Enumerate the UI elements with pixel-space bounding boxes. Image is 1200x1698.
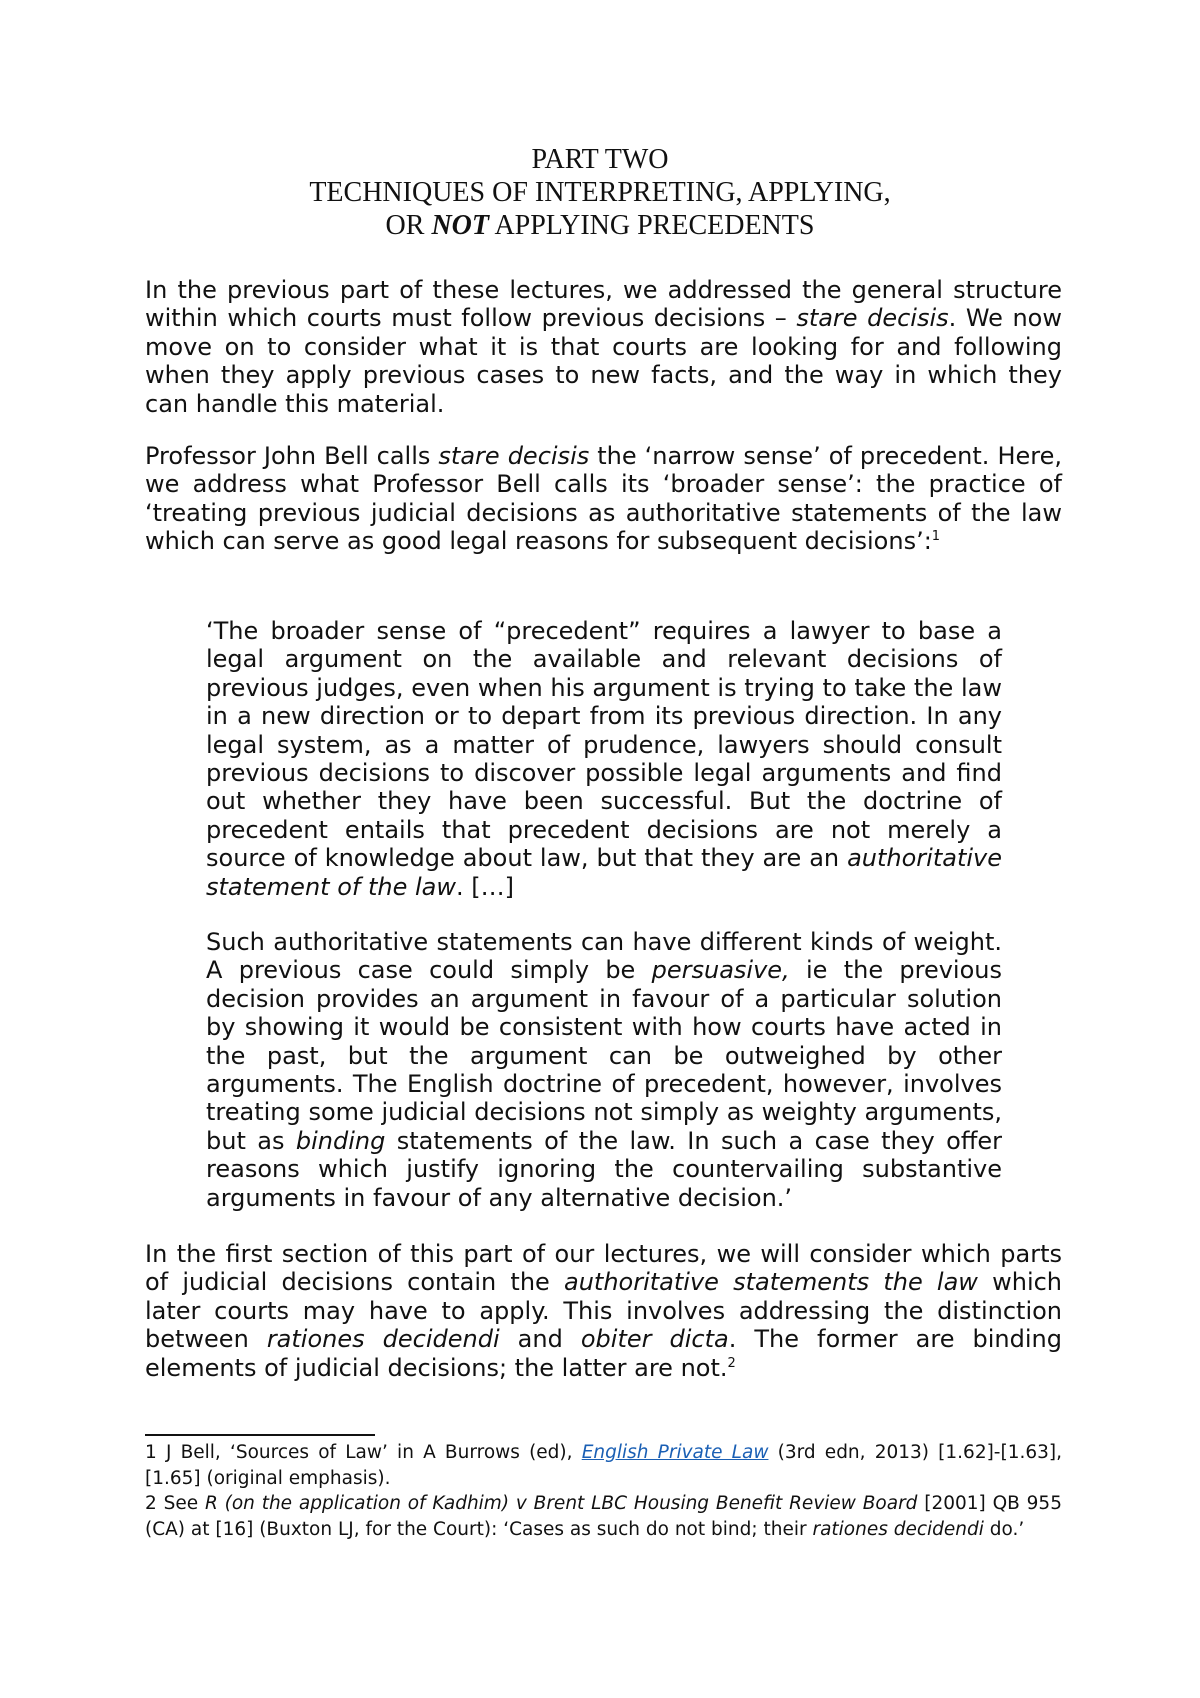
paragraph-first-section-italic: authoritative statements the law: [563, 1268, 978, 1297]
paragraph-first-section-text-3: and: [499, 1325, 581, 1354]
block-quote-1-text: ‘The broader sense of “precedent” requires a lawyer to base a legal argument on the available and relevant decisions of previous judges, even when his argument is trying to take the law in a new direction or to depart from its previous direction. In any legal system, as a matter of prudence, lawyers should consult previous decisions to discover possible legal arguments and find out whether they have been successful. But the doctrine of precedent entails that precedent decisions are not merely a source of knowledge about law, but that they are an: [206, 617, 1002, 873]
footnote-1-text: J Bell, ‘Sources of Law’ in A Burrows (ed),: [156, 1442, 582, 1463]
paragraph-first-section-text: In the first section of this part of our lectures, we will consider which parts of judicial decisions contain the: [145, 1240, 1062, 1297]
footnote-ref-2[interactable]: 2: [727, 1355, 736, 1371]
block-quote-2-text-3: statements of the law. In such a case they offer reasons which justify ignoring the countervailing substantive arguments in favour of any alternative decision.’: [206, 1126, 1002, 1212]
paragraph-bell-italic: stare decisis: [438, 442, 590, 470]
paragraph-bell-text: Professor John Bell calls: [145, 442, 439, 470]
footnote-2-text: See: [156, 1493, 205, 1514]
paragraph-first-section-text-4: . The former are binding elements of judicial decisions; the latter are not.: [145, 1325, 1062, 1382]
paragraph-intro-text: In the previous part of these lectures, we addressed the general structure within which courts must follow previous decisions –: [145, 276, 1062, 333]
block-quote-1: [206, 617, 1002, 901]
title-line-3-emphasis: NOT: [431, 210, 489, 241]
title-line-3-prefix: OR: [385, 210, 432, 241]
footnote-1-number: 1: [145, 1442, 157, 1463]
footnote-1: [145, 1440, 1062, 1491]
footnotes: [145, 1440, 1062, 1542]
footnote-1-link[interactable]: English Private Law: [581, 1442, 769, 1463]
block-quote-2-italic: persuasive,: [651, 956, 790, 985]
paragraph-first-section: [145, 1240, 1062, 1382]
paragraph-intro-text-2: . We now move on to consider what it is that courts are looking for and following when they apply previous cases to new facts, and the way in which they can handle this material.: [145, 304, 1062, 418]
footnote-1-text-2: (3rd edn, 2013) [1.62]-[1.63], [1.65] (original emphasis).: [145, 1442, 1062, 1489]
paragraph-intro-italic: stare decisis: [796, 304, 949, 333]
paragraph-bell: [145, 442, 1062, 556]
block-quote-2-italic-2: binding: [295, 1126, 386, 1155]
footnote-2: [145, 1491, 1062, 1542]
paragraph-first-section-italic-2: rationes decidendi: [266, 1325, 500, 1354]
footnote-2-number: 2: [145, 1493, 157, 1514]
title-line-1: PART TWO: [531, 144, 669, 175]
paragraph-first-section-italic-3: obiter dicta: [580, 1325, 729, 1354]
footnote-2-text-2: [2001] QB 955 (CA) at [16] (Buxton LJ, for the Court): ‘Cases as such do not bind; their: [145, 1493, 1062, 1540]
block-quote-1-italic: authoritative statement of the law: [206, 844, 1002, 901]
block-quote-2-text-2: ie the previous decision provides an argument in favour of a particular solution by showing it would be consistent with how courts have acted in the past, but the argument can be outweighed by other arguments. The English doctrine of precedent, however, involves treating some judicial decisions not simply as weighty arguments, but as: [206, 956, 1002, 1155]
block-quote-2: [206, 928, 1002, 1212]
block-quote-1-text-2: . […]: [455, 872, 514, 901]
title-line-2: TECHNIQUES OF INTERPRETING, APPLYING,: [309, 177, 891, 208]
title-line-3-suffix: APPLYING PRECEDENTS: [488, 210, 815, 241]
paragraph-intro: [145, 276, 1062, 418]
footnote-separator: [145, 1434, 375, 1436]
footnote-ref-1[interactable]: 1: [931, 529, 941, 545]
footnote-2-italic: R (on the application of Kadhim) v Brent LBC Housing Benefit Review Board: [204, 1493, 918, 1514]
title-line-3: [0, 209, 1200, 242]
paragraph-bell-text-2: the ‘narrow sense’ of precedent. Here, we address what Professor Bell calls its ‘broader sense’: the practice of ‘treating previous judicial decisions as authoritative statements of the law which can serve as good legal reasons for subsequent decisions’:: [145, 442, 1062, 556]
paragraph-first-section-text-2: which later courts may have to apply. This involves addressing the distinction between: [145, 1268, 1063, 1354]
page-title: [0, 143, 1200, 242]
block-quote-2-text: Such authoritative statements can have different kinds of weight. A previous case could simply be: [206, 928, 1002, 985]
footnote-2-italic-2: rationes decidendi: [812, 1518, 984, 1540]
footnote-2-text-3: do.’: [983, 1518, 1025, 1540]
